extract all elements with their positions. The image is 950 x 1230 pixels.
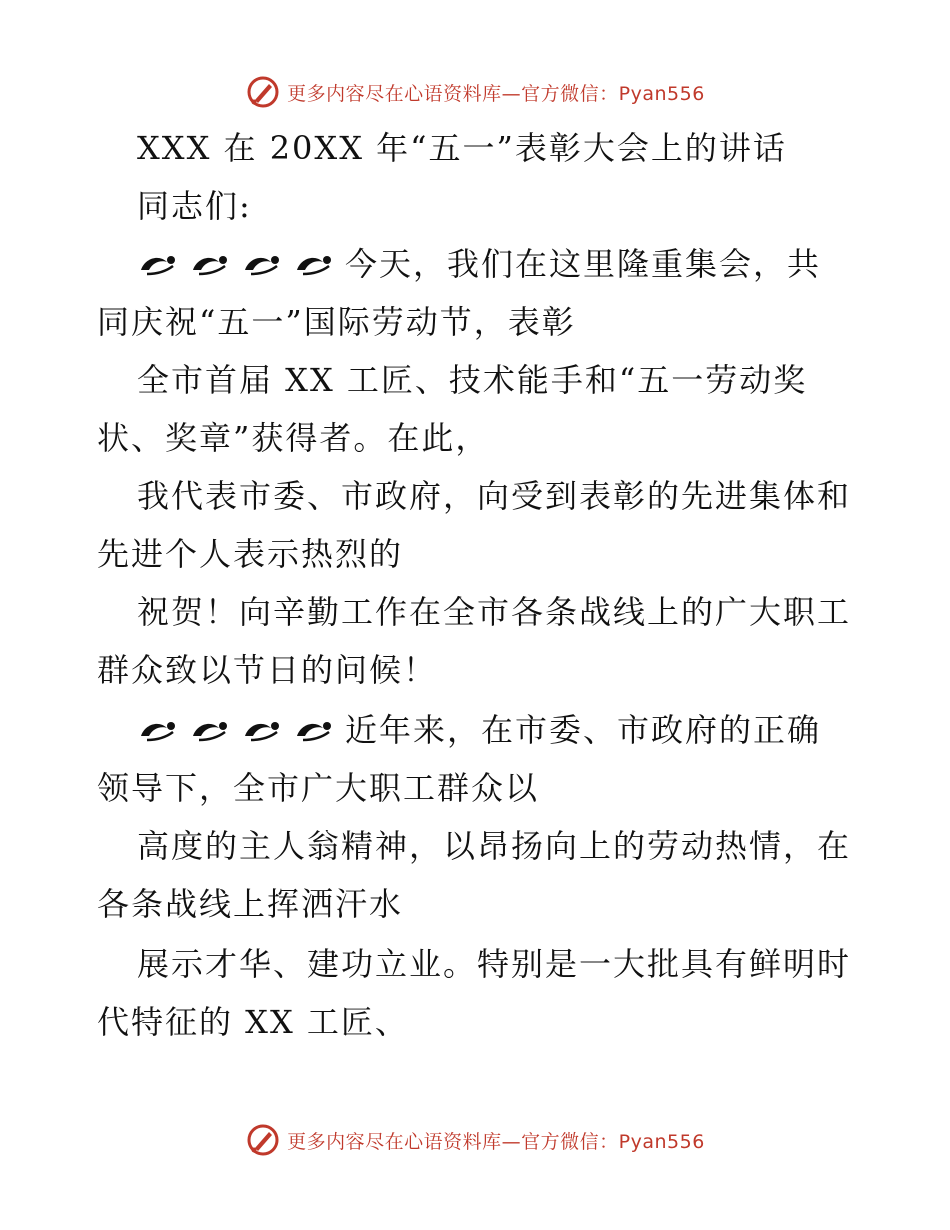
paragraph-line: 代特征的 XX 工匠、: [97, 1003, 409, 1041]
ornamental-leaf-icon: [137, 710, 179, 750]
ornamental-leaf-icon: [241, 244, 283, 284]
paragraph-line: 高度的主人翁精神，以昂扬向上的劳动热情，在: [137, 827, 852, 865]
paragraph-line: 先进个人表示热烈的: [97, 535, 404, 573]
paragraph-line: 各条战线上挥洒汗水: [97, 885, 404, 923]
paragraph-line: 状、奖章”获得者。在此，: [97, 419, 490, 457]
ornamental-leaf-icon: [189, 710, 231, 750]
paragraph-line: [137, 710, 821, 750]
salutation: 同志们:: [137, 187, 252, 225]
ornamental-leaf-icon: [137, 244, 179, 284]
ornamental-leaf-icon: [189, 244, 231, 284]
ornamental-leaf-icon: [293, 710, 335, 750]
paragraph-line: [137, 244, 821, 284]
paragraph-line: 全市首届 XX 工匠、技术能手和“五一劳动奖: [137, 361, 808, 399]
paragraph-line: 领导下，全市广大职工群众以: [97, 769, 540, 807]
ornamental-leaf-icon: [293, 244, 335, 284]
paragraph-line: 我代表市委、市政府，向受到表彰的先进集体和: [137, 477, 852, 515]
pen-circle-logo-icon: [245, 74, 281, 110]
document-title: XXX 在 20XX 年“五一”表彰大会上的讲话: [137, 129, 787, 167]
paragraph-line: 祝贺！向辛勤工作在全市各条战线上的广大职工: [137, 593, 852, 631]
banner-text: 更多内容尽在心语资料库—官方微信：Pyan556: [287, 1130, 705, 1153]
footer-banner: [0, 1118, 950, 1162]
paragraph-line: 同庆祝“五一”国际劳动节，表彰: [97, 303, 576, 341]
pen-circle-logo-icon: [245, 1122, 281, 1158]
paragraph-line: 展示才华、建功立业。特别是一大批具有鲜明时: [137, 945, 852, 983]
ornamental-leaf-icon: [241, 710, 283, 750]
banner-text: 更多内容尽在心语资料库—官方微信：Pyan556: [287, 82, 705, 105]
paragraph-text: 今天，我们在这里隆重集会，共: [345, 245, 822, 283]
paragraph-text: 近年来，在市委、市政府的正确: [345, 711, 822, 749]
header-banner: [0, 70, 950, 114]
paragraph-line: 群众致以节日的问候！: [97, 651, 438, 689]
